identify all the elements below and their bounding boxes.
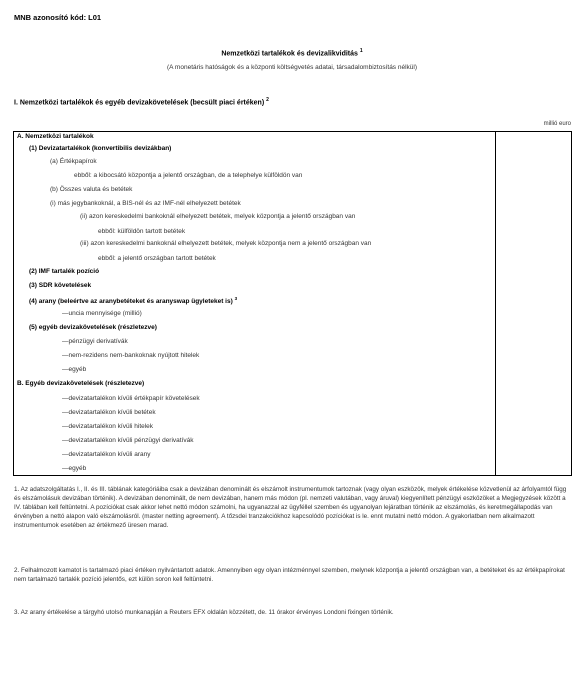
table-row bbox=[50, 158, 97, 165]
row-label: —devizatartalékon kívüli hitelek bbox=[62, 423, 154, 430]
table-row bbox=[62, 423, 153, 430]
row-label: (5) egyéb devizakövetelések (részletezve) bbox=[29, 324, 157, 331]
row-label: —devizatartalékon kívüli értékpapír követelések bbox=[62, 395, 200, 402]
table-row bbox=[98, 255, 216, 262]
row-footnote-ref: 3 bbox=[234, 296, 238, 301]
table-row bbox=[29, 282, 91, 289]
table-row bbox=[62, 338, 128, 345]
row-label: (1) Devizatartalékok (konvertibilis devizákban) bbox=[29, 145, 172, 152]
table-row bbox=[62, 395, 200, 402]
section-title-text: I. Nemzetközi tartalékok és egyéb devizakövetelések (becsült piaci értéken) bbox=[14, 99, 265, 107]
row-label: B. Egyéb devizakövetelések (részletezve) bbox=[17, 380, 145, 387]
row-label: ebből: külföldön tartott betétek bbox=[98, 228, 186, 235]
table-row bbox=[62, 310, 142, 317]
row-label: ebből: a jelentő országban tartott betétek bbox=[98, 255, 216, 262]
table-row bbox=[62, 451, 151, 458]
section-title bbox=[14, 97, 269, 106]
row-label: —nem-rezidens nem-bankoknak nyújtott hitelek bbox=[62, 352, 200, 359]
title-text: Nemzetközi tartalékok és devizalikviditás bbox=[221, 50, 358, 58]
title-footnote-ref: 1 bbox=[359, 48, 363, 54]
table-row bbox=[29, 145, 171, 152]
row-label: (iii) azon kereskedelmi bankoknál elhelyezett betétek, melyek központja nem a jelentő országban van bbox=[80, 240, 372, 247]
row-label: —egyéb bbox=[62, 366, 87, 373]
table-row bbox=[29, 324, 157, 331]
table-row bbox=[29, 268, 99, 275]
table-row bbox=[62, 465, 86, 472]
row-label: (3) SDR követelések bbox=[29, 282, 92, 289]
footnote-1: 1. Az adatszolgáltatás I., II. és III. táblának kategóriáiba csak a devizában denominált és elszámolt instrumentumok tartoznak (vagy olyan eszközök, melyek értékelése közvetlenül az árfolyamtól függ és elszámolásuk devizában történik). A devizában denominált, de nem devizában, hanem más módon (pl. nemzeti valutában, vagy áruval) kiegyenlített pénzügyi eszközöket a Megjegyzések között a IV. táblában kell feltüntetni. A pozíciókat csak akkor lehet nettó módon számolni, ha ugyanazzal az ügyféllel szemben és ugyanolyan lejáratban történik az elszámolás, és keretmegállapodás van érvényben a nettó alapon való elszámolásról. (master netting agreement). A tőzsdei tranzakciókhoz kapcsolódó pozíciókat is le. ennt mutatni nettó módon. A gyakorlatban nem alkalmazott instrumentumok esetében az értékmező üresen marad. bbox=[14, 486, 567, 529]
table-row bbox=[80, 240, 371, 247]
row-label: (4) arany (beleértve az aranybetéteket és aranyswap ügyleteket is) bbox=[29, 298, 233, 306]
row-label: (ii) azon kereskedelmi bankoknál elhelyezett betétek, melyek központja a jelentő országban van bbox=[80, 213, 356, 220]
footnote-2: 2. Felhalmozott kamatot is tartalmazó piaci értéken nyilvántartott adatok. Amennyiben egy olyan intézménnyel szemben, melynek központja a jelentő országban van, a betéteket és az értékpapírokat nem tartalmazó tartalék pozíció jelentős, ezt külön soron kell feltüntetni. bbox=[14, 567, 565, 583]
table-row bbox=[62, 409, 156, 416]
value-column-divider bbox=[495, 132, 496, 475]
table-row bbox=[17, 380, 144, 387]
row-label: —egyéb bbox=[62, 465, 87, 472]
row-label: —devizatartalékon kívüli pénzügyi derivatívák bbox=[62, 437, 194, 444]
table-row bbox=[50, 186, 132, 193]
table-row bbox=[50, 200, 241, 207]
row-label: (i) más jegybankoknál, a BIS-nél és az IMF-nél elhelyezett betétek bbox=[50, 200, 241, 207]
table-row bbox=[74, 172, 302, 179]
row-label: —devizatartalékon kívüli betétek bbox=[62, 409, 156, 416]
row-label: ebből: a kibocsátó központja a jelentő országban, de a telephelye külföldön van bbox=[74, 172, 303, 179]
section-footnote-ref: 2 bbox=[266, 97, 269, 103]
table-row bbox=[98, 228, 185, 235]
footnote-3: 3. Az arany értékelése a tárgyhó utolsó munkanapján a Reuters EFX oldalán közzétett, de. 11 órakor érvényes Londoni fixingen történik. bbox=[14, 609, 394, 616]
table-row bbox=[62, 437, 194, 444]
table-row bbox=[80, 213, 355, 220]
unit-label: millió euro bbox=[543, 121, 571, 127]
table-row bbox=[17, 133, 94, 140]
row-label: —uncia mennyisége (millió) bbox=[62, 310, 142, 317]
page-subtitle: (A monetáris hatóságok és a központi költségvetés adatai, társadalombiztosítás nélkül) bbox=[166, 64, 418, 71]
row-label: —pénzügyi derivatívák bbox=[62, 338, 128, 345]
table-row bbox=[62, 352, 199, 359]
form-code: MNB azonosító kód: L01 bbox=[14, 13, 102, 22]
page-title bbox=[0, 48, 584, 57]
row-label: (b) Összes valuta és betétek bbox=[50, 186, 133, 193]
row-label: —devizatartalékon kívüli arany bbox=[62, 451, 151, 458]
reserves-table bbox=[13, 131, 572, 476]
row-label: (2) IMF tartalék pozíció bbox=[29, 268, 100, 275]
row-label: A. Nemzetközi tartalékok bbox=[17, 133, 94, 140]
row-label: (a) Értékpapírok bbox=[50, 158, 97, 165]
table-row bbox=[62, 366, 86, 373]
table-row bbox=[29, 296, 237, 305]
